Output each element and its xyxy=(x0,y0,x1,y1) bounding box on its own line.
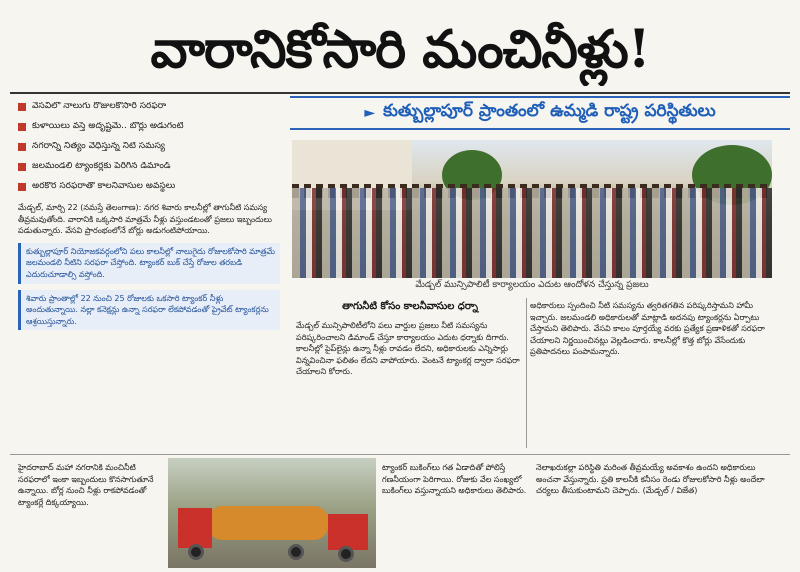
bullet-item: జలమండలి ట్యాంకర్లకు పెరిగిన డిమాండ్ xyxy=(18,157,280,177)
truck-cab-shape xyxy=(328,514,368,550)
bullet-marker-icon xyxy=(18,183,26,191)
water-tank-shape xyxy=(208,506,328,540)
crowd-bodies xyxy=(292,188,772,278)
wheel-shape xyxy=(288,544,304,560)
headline: వారానికోసారి మంచినీళ్లు! xyxy=(150,19,650,80)
headline-rule xyxy=(10,92,790,94)
middle-column-text: మేడ్చల్ మున్సిపాలిటీలోని పలు వార్డుల ప్రజలు నీటి సమస్యను పరిష్కరించాలని డిమాండ్ చేస్తూ కార్యాలయం ఎదుట ధర్నాకు దిగారు. కాలనీల్లో పైప్‌లైన్లు ఉన్నా నీళ్లు రావడం లేదని, అధికారులకు ఎన్నిసార్లు విన్నవించినా ఫలితం లేదని వాపోయారు. వెంటనే ట్యాంకర్ల ద్వారా సరఫరా చేయాలని కోరారు. xyxy=(296,321,520,377)
bottom-right-text: నెలాఖరుకల్లా పరిస్థితి మరింత తీవ్రమయ్యే అవకాశం ఉందని అధికారులు అంచనా వేస్తున్నారు. ప్రతి కాలనీకి కనీసం రెండు రోజులకోసారి నీళ్లు అందేలా చర్యలు తీసుకుంటామని చెప్పారు. (మేడ్చల్ / విజేత) xyxy=(536,463,765,496)
bullet-marker-icon xyxy=(18,143,26,151)
left-highlight-box: కుత్బుల్లాపూర్ నియోజకవర్గంలోని పలు కాలనీల్లో నాలుగైదు రోజులకోసారి మాత్రమే జలమండలి నీటిని సరఫరా చేస్తోంది. ట్యాంకర్ బుక్ చేస్తే రోజుల తరబడి ఎదురుచూడాల్సి వస్తోంది. xyxy=(18,243,280,284)
bottom-left-text: హైదరాబాద్ మహా నగరానికి మంచినీటి సరఫరాలో ఇంకా ఇబ్బందులు కొనసాగుతూనే ఉన్నాయి. బోర్ల నుంచి నీళ్లు రాకపోవడంతో ట్యాంకర్లే దిక్కయ్యాయి. xyxy=(18,463,154,507)
photo-caption: మేడ్చల్ మున్సిపాలిటీ కార్యాలయం ఎదుట ఆందోళన చేస్తున్న ప్రజలు xyxy=(415,280,649,290)
column-divider xyxy=(526,298,527,448)
wheel-shape xyxy=(338,546,354,562)
arrow-icon: ► xyxy=(364,105,376,121)
bullet-marker-icon xyxy=(18,123,26,131)
left-intro-text: మేడ్చల్, మార్చి 22 (నమస్తే తెలంగాణ): నగర శివారు కాలనీల్లో తాగునీటి సమస్య తీవ్రమవుతోంది. వారానికి ఒక్కసారి మాత్రమే నీళ్లు వస్తుండటంతో ప్రజలు ఇబ్బందులు పడుతున్నారు. వేసవి ప్రారంభంలోనే బోర్లు అడుగంటిపోయాయి. xyxy=(18,203,272,236)
bullet-item: కుళాయిలు వస్తే అదృష్టమే.. బోర్లు అడుగంటి xyxy=(18,117,280,137)
sub-headline-text: కుత్బుల్లాపూర్ ప్రాంతంలో ఉమ్మడి రాష్ట్ర పరిస్థితులు xyxy=(383,101,716,121)
bullet-item: నగరాన్ని నిత్యం వేధిస్తున్న నీటి సమస్య xyxy=(18,137,280,157)
section-divider xyxy=(10,454,790,455)
bullet-marker-icon xyxy=(18,163,26,171)
tanker-photo xyxy=(168,458,376,568)
bullet-list xyxy=(18,97,280,197)
wheel-shape xyxy=(188,544,204,560)
right-column-text: అధికారులు స్పందించి నీటి సమస్యను త్వరితగతిన పరిష్కరిస్తామని హామీ ఇచ్చారు. జలమండలి అధికారులతో మాట్లాడి అదనపు ట్యాంకర్లను ఏర్పాటు చేస్తామని తెలిపారు. వేసవి కాలం పూర్తయ్యే వరకు ప్రత్యేక ప్రణాళికతో సరఫరా చేయాలని నిర్ణయించినట్లు వెల్లడించారు. కాలనీల్లో కొత్త బోర్లు వేసేందుకు ప్రతిపాదనలు పంపామన్నారు. xyxy=(530,301,765,357)
protest-photo xyxy=(292,140,772,278)
truck-cab-shape xyxy=(178,508,212,548)
bullet-marker-icon xyxy=(18,103,26,111)
article-subheading: తాగునీటి కోసం కాలనీవాసుల ధర్నా xyxy=(342,301,478,312)
left-highlight-box: శివారు ప్రాంతాల్లో 22 నుంచి 25 రోజులకు ఒకసారి ట్యాంకర్ నీళ్లు అందుతున్నాయి. నల్లా కనెక్షన్లు ఉన్నా సరఫరా లేకపోవడంతో ప్రైవేట్ ట్యాంకర్లను ఆశ్రయిస్తున్నారు. xyxy=(18,290,280,331)
sub-headline xyxy=(290,96,790,130)
bottom-middle-text: ట్యాంకర్ బుకింగ్‌లు గత ఏడాదితో పోలిస్తే గణనీయంగా పెరిగాయి. రోజుకు వేల సంఖ్యలో బుకింగ్‌లు వస్తున్నాయని అధికారులు తెలిపారు. xyxy=(382,463,527,496)
bullet-item: వేసవిలో నాలుగు రోజులకోసారి సరఫరా xyxy=(18,97,280,117)
left-column xyxy=(18,202,280,336)
bullet-item: అరకొర సరఫరాతో కాలనీవాసుల అవస్థలు xyxy=(18,177,280,197)
